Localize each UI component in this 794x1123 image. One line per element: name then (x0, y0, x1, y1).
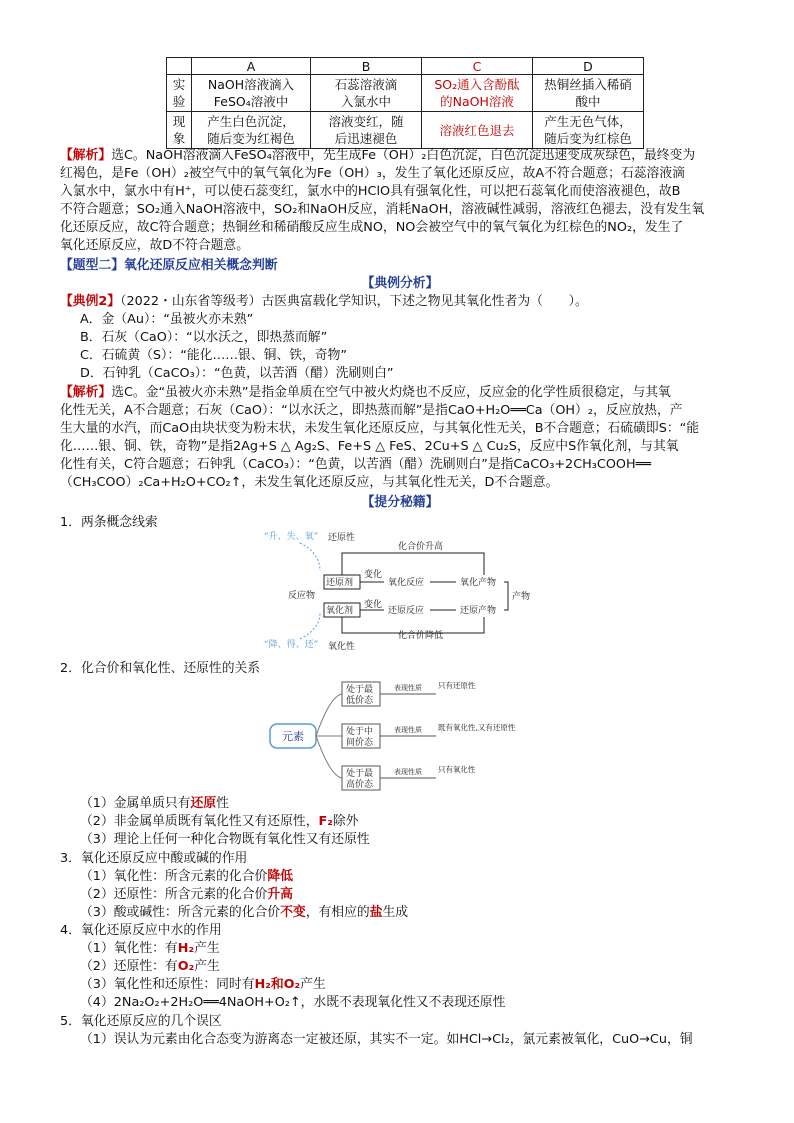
top-note: “升、失、氧” (264, 532, 319, 542)
low-text-a: 处于最 (346, 685, 374, 695)
shows-high: 表现性质 (394, 768, 422, 776)
list-3-item-3: （3）酸或碱性：所含元素的化合价不变，有相应的盐生成 (80, 905, 409, 920)
cell-c-phenomenon: 溶液红色退去 (422, 112, 533, 149)
section-heading-2: 【题型二】氧化还原反应相关概念判断 (60, 258, 278, 273)
analysis-1-line: 氧化还原反应，故D不符合题意。 (60, 238, 250, 253)
valence-diagram (268, 676, 528, 794)
analysis-1-line: 红褐色，是Fe（OH）₂被空气中的氧气氧化为Fe（OH）₃，发生了氧化还原反应，故A不符合题意；石蕊溶液滴 (60, 166, 685, 181)
mid-text-b: 间价态 (346, 738, 374, 748)
bottom-note-arrow (300, 613, 320, 639)
branch-high (316, 736, 342, 778)
table-header-a: A (192, 58, 311, 75)
label-rise: 化合价升高 (398, 542, 444, 552)
analysis-2-line: 生大量的水汽，而CaO由块状变为粉末状，未发生氧化还原反应，与其氧化性无关，B不合题意；石硫磺即S：“能 (60, 421, 700, 436)
label-oxidizability: 氧化性 (328, 642, 356, 652)
low-text-b: 低价态 (346, 696, 374, 706)
product-brace (504, 582, 508, 610)
list-2 (60, 795, 740, 849)
option-a: A．金（Au）：“虽被火亦未熟” (80, 312, 254, 327)
label-change-2: 变化 (364, 600, 383, 610)
bottom-note: “降、得、还” (264, 640, 319, 650)
cell-b-experiment: 石蕊溶液滴 入氯水中 (311, 75, 422, 112)
list-2-item-1: （1）金属单质只有还原性 (80, 796, 229, 811)
mid-text-a: 处于中 (346, 727, 374, 737)
option-c: C．石硫黄（S）：“能化……银、铜、铁，奇物” (80, 348, 348, 363)
cell-a-phenomenon: 产生白色沉淀， 随后变为红褐色 (192, 112, 311, 149)
item-5-heading: 5．氧化还原反应的几个误区 (60, 1014, 222, 1029)
label-oxidant: 氧化剂 (326, 606, 354, 616)
item-3-heading: 3．氧化还原反应中酸或碱的作用 (60, 851, 248, 866)
tips-heading: 【提分秘籍】 (361, 495, 439, 510)
list-3-item-1: （1）氧化性：所含元素的化合价降低 (80, 869, 293, 884)
result-high: 只有氧化性 (438, 765, 476, 774)
list-4-item-1: （1）氧化性：有H₂产生 (80, 941, 220, 956)
label-red-reaction: 还原反应 (388, 606, 425, 616)
label-fall: 化合价降低 (398, 631, 444, 641)
analysis-label: 【解析】 (60, 148, 112, 163)
result-low: 只有还原性 (438, 681, 476, 690)
high-text-a: 处于最 (346, 769, 374, 779)
list-3-item-2: （2）还原性：所含元素的化合价升高 (80, 887, 293, 902)
table-header-row (167, 58, 644, 75)
shows-mid: 表现性质 (394, 726, 422, 734)
analysis-1-line: 入氯水中，氯水中有H⁺，可以使石蕊变红，氯水中的HClO具有强氧化性，可以把石蕊氧化而使溶液褪色，故B (60, 184, 681, 199)
analysis-1 (60, 147, 740, 255)
list-2-item-3: （3）理论上任何一种化合物既有氧化性又有还原性 (80, 832, 370, 847)
cell-d-phenomenon: 产生无色气体， 随后变为红棕色 (533, 112, 644, 149)
shows-low: 表现性质 (394, 684, 422, 692)
example-heading: 【典例分析】 (361, 276, 439, 291)
table-header-c: C (422, 58, 533, 75)
analysis-2-line: 【解析】选C。金“虽被火亦未熟”是指金单质在空气中被火灼烧也不反应，反应金的化学性质很稳定，与其氧 (60, 385, 671, 400)
label-reactant: 反应物 (288, 591, 316, 601)
list-5 (60, 1031, 740, 1049)
cell-d-experiment: 热铜丝插入稀硝 酸中 (533, 75, 644, 112)
table-header-b: B (311, 58, 422, 75)
item-4-heading: 4．氧化还原反应中水的作用 (60, 923, 222, 938)
analysis-1-line: 化还原反应，故C符合题意；热铜丝和稀硝酸反应生成NO，NO会被空气中的氧气氧化为红棕色的NO₂，发生了 (60, 220, 684, 235)
cell-b-phenomenon: 溶液变红，随 后迅速褪色 (311, 112, 422, 149)
row-label-experiment: 实 验 (167, 75, 192, 112)
table-row-phenomenon (167, 112, 644, 149)
item-1-heading: 1．两条概念线索 (60, 515, 158, 530)
list-2-item-2: （2）非金属单质既有氧化性又有还原性，F₂除外 (80, 814, 359, 829)
table-corner-cell (167, 58, 192, 75)
item-2-heading: 2．化合价和氧化性、还原性的关系 (60, 661, 261, 676)
list-3 (60, 868, 740, 922)
analysis-2-line: 化……银、铜、铁，奇物”是指2Ag+S △ Ag₂S、Fe+S △ FeS、2Cu+S △ Cu₂S，反应中S作氧化剂，与其氧 (60, 439, 679, 454)
branch-low (316, 694, 342, 736)
analysis-2 (60, 384, 740, 492)
example-2 (60, 293, 740, 383)
cell-c-experiment: SO₂通入含酚酞 的NaOH溶液 (422, 75, 533, 112)
label-reductant: 还原剂 (326, 578, 354, 588)
concept-diagram (260, 527, 540, 655)
option-d: D．石钟乳（CaCO₃）：“色黄，以苦酒（醋）洗刷则白” (80, 366, 394, 381)
label-reducibility: 还原性 (328, 533, 356, 543)
table-header-d: D (533, 58, 644, 75)
label-element: 元素 (282, 730, 304, 743)
result-mid: 既有氧化性,又有还原性 (438, 723, 516, 732)
list-4 (60, 940, 740, 1012)
analysis-2-line: （CH₃COO）₂Ca+H₂O+CO₂↑，未发生氧化还原反应，与其氧化性无关，D不合题意。 (60, 475, 559, 490)
label-red-product: 还原产物 (460, 606, 497, 616)
label-change-1: 变化 (364, 570, 383, 580)
list-4-item-3: （3）氧化性和还原性：同时有H₂和O₂产生 (80, 977, 326, 992)
list-4-item-2: （2）还原性：有O₂产生 (80, 959, 220, 974)
experiment-table (166, 57, 644, 149)
analysis-2-line: 化性无关，A不合题意；石灰（CaO）：“以水沃之，即热蒸而解”是指CaO+H₂O══Ca（OH）₂，反应放热，产 (60, 403, 683, 418)
example-2-question: 【典例2】（2022・山东省等级考）古医典富载化学知识，下述之物见其氧化性者为（ ）。 (60, 294, 588, 309)
cell-a-experiment: NaOH溶液滴入 FeSO₄溶液中 (192, 75, 311, 112)
analysis-1-line: 不符合题意；SO₂通入NaOH溶液中，SO₂和NaOH反应，消耗NaOH，溶液碱性减弱，溶液红色褪去，没有发生氧 (60, 202, 705, 217)
analysis-2-line: 化性有关，C符合题意；石钟乳（CaCO₃）：“色黄，以苦酒（醋）洗刷则白”是指CaCO₃+2CH₃COOH══ (60, 457, 651, 472)
option-b: B．石灰（CaO）：“以水沃之，即热蒸而解” (80, 330, 328, 345)
list-4-item-4: （4）2Na₂O₂+2H₂O══4NaOH+O₂↑，水既不表现氧化性又不表现还原性 (80, 995, 506, 1010)
label-product: 产物 (512, 592, 531, 602)
label-ox-reaction: 氧化反应 (388, 578, 425, 588)
label-ox-product: 氧化产物 (460, 578, 497, 588)
row-label-phenomenon: 现 象 (167, 112, 192, 149)
top-note-arrow (300, 543, 320, 571)
table-row-experiment (167, 75, 644, 112)
analysis-1-line: 【解析】选C。NaOH溶液滴入FeSO₄溶液中，先生成Fe（OH）₂白色沉淀，白色沉淀迅速变成灰绿色，最终变为 (60, 148, 696, 163)
list-5-item-1: （1）误认为元素由化合态变为游离态一定被还原，其实不一定。如HCl→Cl₂，氯元素被氧化，CuO→Cu，铜 (80, 1032, 693, 1047)
high-text-b: 高价态 (346, 780, 374, 790)
